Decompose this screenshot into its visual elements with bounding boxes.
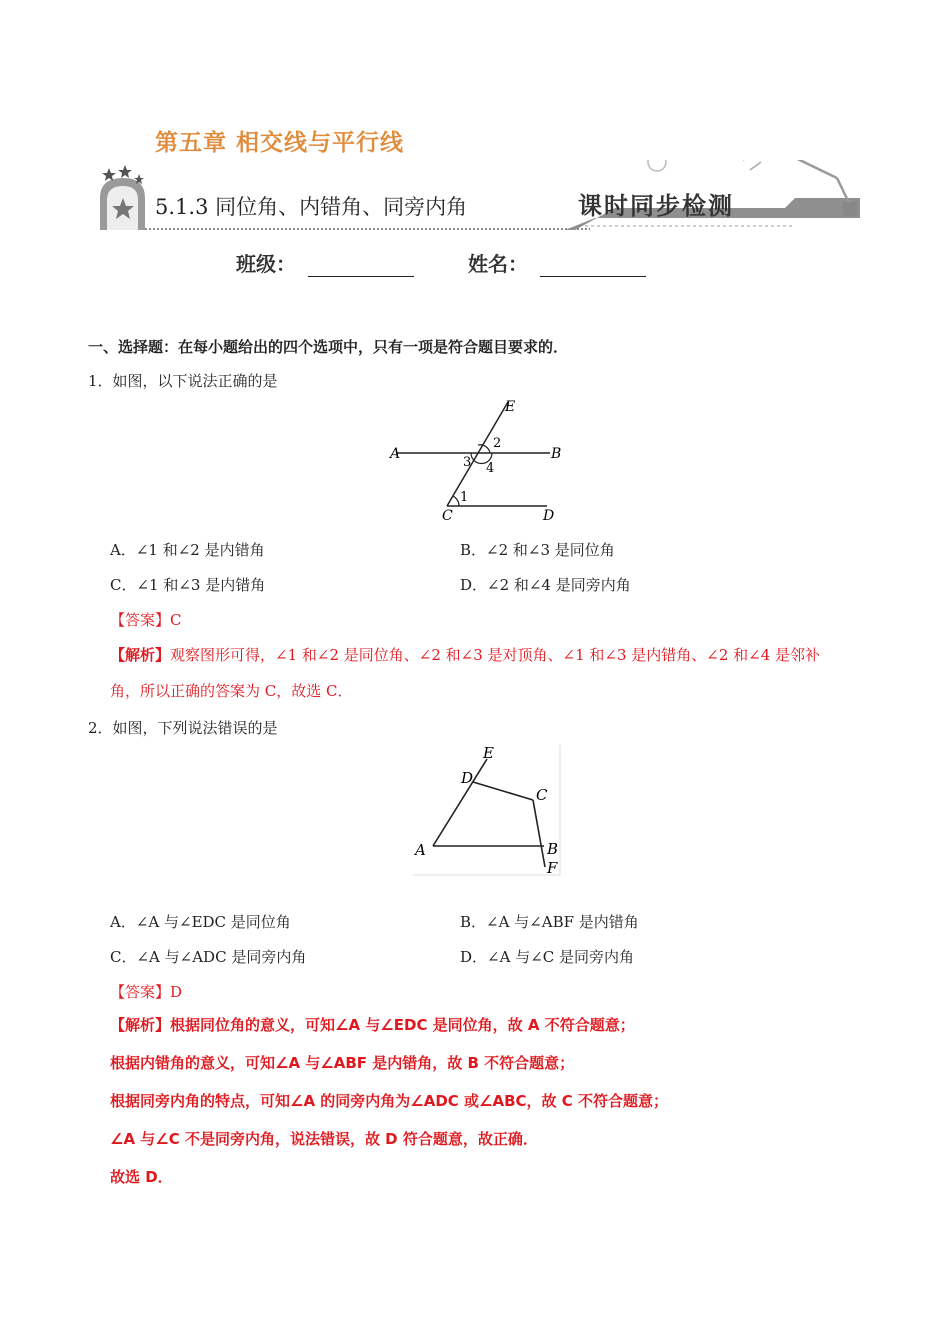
q1-angle-1: 1: [460, 490, 469, 505]
q2-analysis-line-3: 根据同旁内角的特点，可知∠A 的同旁内角为∠ADC 或∠ABC，故 C 不符合题意；: [110, 1092, 668, 1110]
q2-analysis-text-1: 根据同位角的意义，可知∠A 与∠EDC 是同位角，故 A 不符合题意；: [170, 1016, 635, 1034]
q2-option-d: D．∠A 与∠C 是同旁内角: [460, 948, 635, 966]
star-badge-icon: [100, 165, 145, 230]
q2-label-e: E: [483, 745, 494, 762]
q1-answer-label: 【答案】: [110, 611, 171, 629]
q1-label-d: D: [543, 508, 555, 524]
q1-analysis-line-2: 角，所以正确的答案为 C，故选 C．: [110, 682, 353, 700]
q1-option-a: A．∠1 和∠2 是内错角: [110, 541, 265, 559]
q2-option-b: B．∠A 与∠ABF 是内错角: [460, 913, 639, 931]
q1-option-d: D．∠2 和∠4 是同旁内角: [460, 576, 631, 594]
q1-stem: 1．如图，以下说法正确的是: [88, 372, 278, 390]
name-label: 姓名：: [468, 252, 528, 276]
q1-label-a: A: [390, 446, 401, 462]
q1-analysis-line-1: 观察图形可得，∠1 和∠2 是同位角、∠2 和∠3 是对顶角、∠1 和∠3 是内错角、∠2 和∠4 是邻补: [170, 646, 821, 664]
chapter-title: 第五章 相交线与平行线: [155, 130, 405, 156]
q1-angle-3: 3: [463, 455, 472, 470]
q2-label-c: C: [536, 786, 548, 804]
q2-label-b: B: [547, 840, 559, 858]
q1-analysis-label: 【解析】: [110, 646, 171, 664]
q1-angle-2: 2: [493, 436, 502, 451]
class-blank: [308, 254, 414, 277]
q1-option-c: C．∠1 和∠3 是内错角: [110, 576, 266, 594]
q1-option-b: B．∠2 和∠3 是同位角: [460, 541, 615, 559]
q1-label-b: B: [551, 446, 562, 462]
q2-analysis-line-1: [110, 1014, 635, 1035]
q1-figure: [385, 395, 570, 525]
q2-figure: [413, 745, 563, 877]
name-field: [468, 248, 646, 277]
q2-label-a: A: [415, 841, 426, 859]
q2-stem: 2．如图，下列说法错误的是: [88, 719, 278, 737]
q1-analysis: [110, 637, 870, 709]
q2-answer-value: D: [170, 983, 183, 1001]
sync-test-title: 课时同步检测: [578, 191, 734, 220]
q2-option-c: C．∠A 与∠ADC 是同旁内角: [110, 948, 307, 966]
q2-analysis-line-2: 根据内错角的意义，可知∠A 与∠ABF 是内错角，故 B 不符合题意；: [110, 1054, 575, 1072]
q1-angle-4: 4: [486, 461, 495, 476]
section-title: 5.1.3 同位角、内错角、同旁内角: [155, 195, 468, 219]
q1-answer: [110, 609, 182, 630]
q1-answer-value: C: [170, 611, 182, 629]
q1-label-c: C: [442, 508, 453, 524]
q2-analysis-label: 【解析】: [110, 1016, 171, 1034]
q2-analysis-line-4: ∠A 与∠C 不是同旁内角，说法错误，故 D 符合题意，故正确．: [110, 1130, 538, 1148]
q2-label-d: D: [461, 769, 474, 787]
class-field: [236, 248, 414, 277]
q2-answer: [110, 981, 182, 1002]
q2-option-a: A．∠A 与∠EDC 是同位角: [110, 913, 291, 931]
section-instructions: 一、选择题：在每小题给出的四个选项中，只有一项是符合题目要求的．: [88, 338, 569, 356]
q2-label-f: F: [547, 859, 558, 877]
q2-analysis-line-5: 故选 D．: [110, 1168, 173, 1186]
q2-answer-label: 【答案】: [110, 983, 171, 1001]
q1-label-e: E: [505, 399, 516, 415]
class-label: 班级：: [236, 252, 296, 276]
name-blank: [540, 254, 646, 277]
